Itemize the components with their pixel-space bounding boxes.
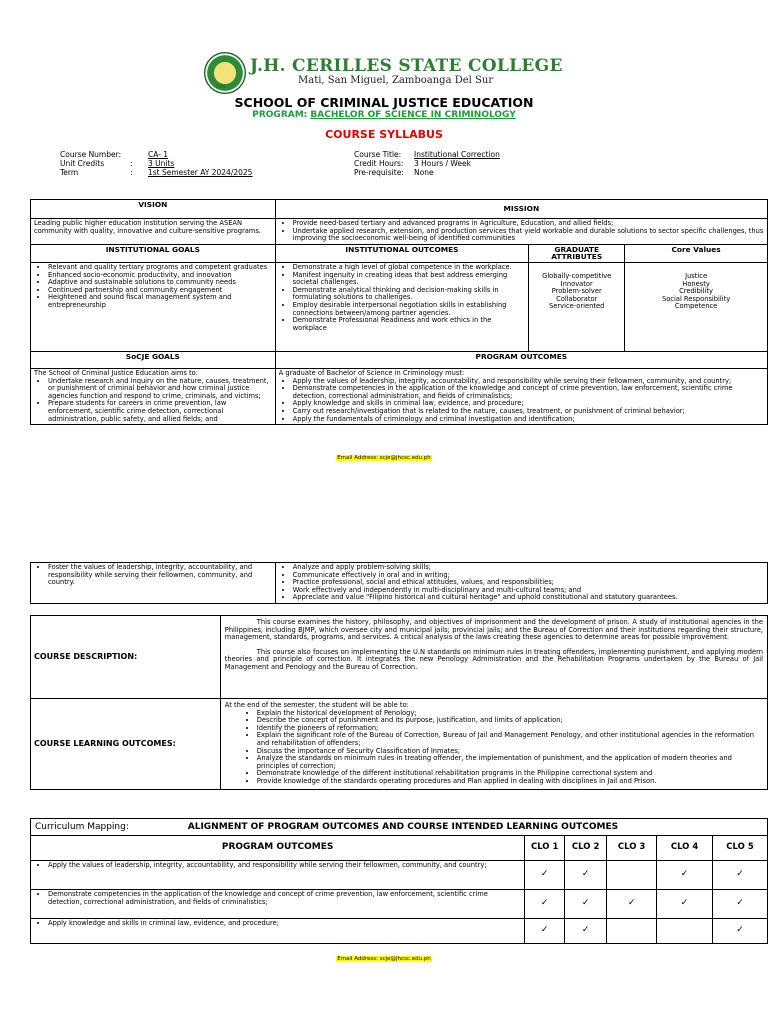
- list-item: • Demonstrate Professional Readiness and work ethics in the workplace: [293, 317, 526, 332]
- list-item: • Relevant and quality tertiary programs and competent graduates: [48, 264, 272, 272]
- mission-heading: MISSION: [275, 200, 767, 219]
- course-number-value: CA- 1: [148, 150, 169, 159]
- program-outcomes-heading: PROGRAM OUTCOMES: [275, 351, 767, 368]
- prereq-label: Pre-requisite:: [354, 168, 404, 177]
- curriculum-mapping-table: [30, 818, 768, 944]
- list-item: • Explain the significant role of the Bureau of Correction, Bureau of Jail and Management Penology, and other institutional agencies in the reformation and rehabilitation of offenders;: [257, 732, 763, 747]
- unit-credits-value: 3 Units: [148, 159, 175, 168]
- list-item: Innovator: [560, 279, 593, 288]
- list-item: • Enhanced socio-economic productivity, and innovation: [48, 272, 272, 280]
- list-item: • Demonstrate competencies in the application of the knowledge and concept of crime prevention, law enforcement, scientific crime detection, correctional administration, and fields of criminalistics;: [293, 385, 764, 400]
- list-item: • Foster the values of leadership, integrity, accountability, and responsibility while serving their fellowmen, community, and country.: [48, 564, 272, 587]
- core-values-heading: Core Values: [625, 244, 768, 262]
- check-cell: ✓: [713, 919, 768, 944]
- course-description-para2: This course also focuses on implementing the U.N standards on minimum rules in treating offenders, implementing punishment, and applying modern theories and principle of correction. It integrates the new Penology Administration and the Rehabilitation Programs undertaken by the Bureau of Jail Management and Penology and the Bureau of Correction.: [224, 647, 763, 671]
- credit-hours-value: 3 Hours / Week: [414, 159, 471, 168]
- course-description-label: COURSE DESCRIPTION:: [31, 616, 221, 699]
- list-item: • Undertake research and inquiry on the nature, causes, treatment, or punishment of criminal behavior and how criminal justice agencies function and respond to crime, criminals, and victims;: [48, 378, 272, 401]
- learning-outcomes-label: COURSE LEARNING OUTCOMES:: [31, 699, 221, 790]
- mission-list: [279, 220, 764, 243]
- program-name: BACHELOR OF SCIENCE IN CRIMINOLOGY: [310, 110, 516, 120]
- institutional-goals-heading: INSTITUTIONAL GOALS: [31, 244, 276, 262]
- syllabus-title: COURSE SYLLABUS: [325, 128, 443, 141]
- list-item: • Analyze the standards on minimum rules in treating offender, the implementation of punishment, and the application of modern theories and principles of correction;: [257, 755, 763, 770]
- list-item: • Discuss the importance of Security Classification of Inmates;: [257, 748, 763, 756]
- list-item: • Demonstrate a high level of global competence in the workplace.: [293, 264, 526, 272]
- check-cell: ✓: [525, 890, 565, 919]
- vision-mission-table: [30, 199, 768, 425]
- list-item: • Apply the values of leadership, integrity, accountability, and responsibility while serving their fellowmen, community, and country;: [48, 862, 521, 870]
- table-row: [31, 919, 768, 944]
- list-item: Social Responsibility: [661, 294, 731, 303]
- vision-text: Leading public higher education institution serving the ASEAN community with quality, innovative and culture-sensitive programs.: [31, 219, 276, 245]
- program-label: PROGRAM:: [252, 110, 308, 120]
- school-name: SCHOOL OF CRIMINAL JUSTICE EDUCATION: [234, 95, 534, 110]
- credit-hours-label: Credit Hours:: [354, 159, 404, 168]
- learning-outcomes-intro: At the end of the semester, the student will be able to:: [224, 701, 409, 709]
- program-outcomes-list: [279, 378, 764, 424]
- list-item: • Provide need-based tertiary and advanced programs in Agriculture, Education, and allied fields;: [293, 220, 764, 228]
- core-values-list: [625, 262, 768, 351]
- program-outcomes-intro: A graduate of Bachelor of Science in Criminology must:: [278, 368, 465, 377]
- term-value: 1st Semester AY 2024/2025: [148, 168, 253, 177]
- check-cell: ✓: [657, 861, 713, 890]
- list-item: • Analyze and apply problem-solving skills;: [293, 564, 764, 572]
- list-item: • Demonstrate analytical thinking and decision-making skills in formulating solutions to challenges.: [293, 287, 526, 302]
- check-cell: ✓: [565, 861, 607, 890]
- check-cell: ✓: [525, 919, 565, 944]
- list-item: • Apply knowledge and skills in criminal law, evidence, and procedure;: [48, 920, 521, 928]
- list-item: Honesty: [682, 279, 710, 288]
- list-item: • Provide knowledge of the standards operating procedures and Plan applied in dealing with disciplines in Jail and Prison.: [257, 778, 763, 786]
- institutional-outcomes-list: [279, 264, 526, 332]
- footer-email-2: Email Address: scje@jhcsc.edu.ph: [337, 956, 431, 962]
- seal-year: 2001: [216, 84, 227, 89]
- list-item: • Apply knowledge and skills in criminal law, evidence, and procedure;: [293, 400, 764, 408]
- course-title-label: Course Title:: [354, 150, 402, 159]
- clo-header: CLO 4: [657, 836, 713, 861]
- check-cell: ✓: [713, 861, 768, 890]
- list-item: • Describe the concept of punishment and its purpose, justification, and limits of application;: [257, 717, 763, 725]
- graduate-attributes-heading: GRADUATE ATTRIBUTES: [529, 244, 625, 262]
- term-label: Term :: [60, 168, 133, 177]
- list-item: • Apply the values of leadership, integrity, accountability, and responsibility while serving their fellowmen, community, and country;: [293, 378, 764, 386]
- socje-intro: The School of Criminal Justice Education aims to:: [34, 368, 198, 377]
- po-heading: PROGRAM OUTCOMES: [31, 836, 525, 861]
- list-item: Competence: [674, 302, 718, 311]
- check-cell: ✓: [525, 861, 565, 890]
- check-cell: ✓: [565, 919, 607, 944]
- table-row: [31, 861, 768, 890]
- prereq-value: None: [414, 168, 434, 177]
- curriculum-mapping-header-row: [31, 819, 768, 836]
- learning-outcomes-list: [225, 710, 763, 786]
- list-item: • Communicate effectively in oral and in writing;: [293, 572, 764, 580]
- list-item: Service-oriented: [549, 302, 605, 311]
- check-cell: [607, 861, 657, 890]
- socje-goals-heading: SoCJE GOALS: [31, 351, 276, 368]
- socje-goals-list: [34, 378, 272, 424]
- list-item: • Prepare students for careers in crime prevention, law enforcement, scientific crime detection, correctional administration, public safety, and allied fields; and: [48, 400, 272, 423]
- institutional-goals-list: [34, 264, 272, 310]
- list-item: • Carry out research/investigation that is related to the nature, causes, treatment, or punishment of criminal behavior;: [293, 408, 764, 416]
- list-item: • Undertake applied research, extension, and production services that yield workable and durable solutions to sector specific challenges, thus improving the socioeconomic well-being of identified communities: [293, 228, 764, 243]
- list-item: • Manifest ingenuity in creating ideas that best address emerging societal challenges.: [293, 272, 526, 287]
- socje-goals-list-cont: [34, 564, 272, 587]
- clo-header: CLO 1: [525, 836, 565, 861]
- list-item: Justice: [685, 271, 708, 280]
- list-item: Globally-competitive: [542, 271, 612, 280]
- table-row: [31, 890, 768, 919]
- program-line: [0, 110, 768, 120]
- list-item: • Employ desirable interpersonal negotiation skills in establishing connections between/among partner agencies.: [293, 302, 526, 317]
- unit-credits-label: Unit Credits :: [60, 159, 133, 168]
- list-item: • Apply the fundamentals of criminology and criminal investigation and identification;: [293, 416, 764, 424]
- list-item: • Appreciate and value "Filipino historical and cultural heritage" and uphold constitutional and statutory guarantees.: [293, 594, 764, 602]
- clo-header: CLO 2: [565, 836, 607, 861]
- list-item: • Explain the historical development of Penology;: [257, 710, 763, 718]
- graduate-attributes-list: [529, 262, 625, 351]
- check-cell: [607, 919, 657, 944]
- course-number-label: Course Number:: [60, 150, 122, 159]
- vision-heading: VISION: [31, 200, 276, 219]
- program-outcomes-list-cont: [279, 564, 764, 602]
- check-cell: ✓: [713, 890, 768, 919]
- clo-header: CLO 5: [713, 836, 768, 861]
- clo-header: CLO 3: [607, 836, 657, 861]
- list-item: • Adaptive and sustainable solutions to community needs: [48, 279, 272, 287]
- curriculum-mapping-title: ALIGNMENT OF PROGRAM OUTCOMES AND COURSE INTENDED LEARNING OUTCOMES: [187, 822, 619, 832]
- list-item: • Heightened and sound fiscal management system and entrepreneurship: [48, 294, 272, 309]
- list-item: Credibility: [679, 287, 714, 296]
- course-description-para1: This course examines the history, philosophy, and objectives of imprisonment and the development of prison. A study of institutional agencies in the Philippines, including BJMP, which oversee city and municipal jails; provincial jails; and the Bureau of Correction and their institutions regarding their structure, management, standards, programs, and services. A critical analysis of the laws creating these agencies to determine areas for possible improvement.: [224, 618, 763, 642]
- institutional-outcomes-heading: INSTITUTIONAL OUTCOMES: [275, 244, 529, 262]
- list-item: • Practice professional, social and ethical attitudes, values, and responsibilities;: [293, 579, 764, 587]
- check-cell: ✓: [607, 890, 657, 919]
- course-info-left: [60, 150, 252, 177]
- college-address: Mati, San Miguel, Zamboanga Del Sur: [298, 75, 494, 86]
- list-item: • Demonstrate competencies in the application of the knowledge and concept of crime prevention, law enforcement, scientific crime detection, correctional administration, and fields of criminalistics;: [48, 891, 521, 906]
- check-cell: ✓: [565, 890, 607, 919]
- check-cell: ✓: [657, 890, 713, 919]
- check-cell: [657, 919, 713, 944]
- list-item: • Demonstrate knowledge of the different institutional rehabilitation programs in the Philippine correctional system and: [257, 770, 763, 778]
- list-item: • Work effectively and independently in multi-disciplinary and multi-cultural teams; and: [293, 587, 764, 595]
- course-title-value: Institutional Correction: [414, 150, 500, 159]
- list-item: • Continued partnership and community engagement: [48, 287, 272, 295]
- list-item: Problem-solver: [551, 287, 602, 296]
- footer-email-1: Email Address: scje@jhcsc.edu.ph: [337, 455, 431, 461]
- list-item: Collaborator: [556, 294, 598, 303]
- curriculum-mapping-label: Curriculum Mapping:: [35, 822, 129, 832]
- continuation-table: [30, 562, 768, 604]
- course-info-right: [354, 150, 500, 177]
- college-name: J.H. CERILLES STATE COLLEGE: [250, 56, 563, 76]
- list-item: • Identify the pioneers of reformation;: [257, 725, 763, 733]
- course-description-table: [30, 615, 768, 790]
